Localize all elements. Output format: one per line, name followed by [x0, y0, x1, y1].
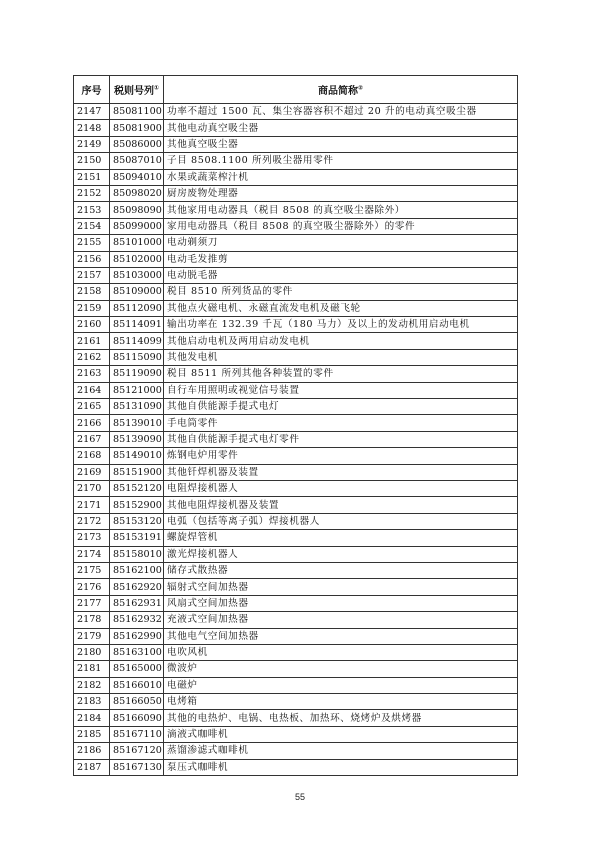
table-row	[74, 431, 518, 447]
table-row	[74, 399, 518, 415]
table-row	[74, 300, 518, 316]
table-row	[74, 677, 518, 693]
cell-product-name: 功率不超过 1500 瓦、集尘容器容积不超过 20 升的电动真空吸尘器	[164, 104, 518, 120]
cell-tariff-code: 85166010	[110, 677, 164, 693]
cell-serial-number: 2153	[74, 202, 110, 218]
cell-tariff-code: 85139090	[110, 431, 164, 447]
header-serial-number: 序号	[74, 76, 110, 104]
cell-serial-number: 2180	[74, 644, 110, 660]
table-row	[74, 497, 518, 513]
table-row	[74, 317, 518, 333]
cell-serial-number: 2151	[74, 169, 110, 185]
cell-product-name: 微波炉	[164, 661, 518, 677]
cell-tariff-code: 85139010	[110, 415, 164, 431]
cell-serial-number: 2183	[74, 694, 110, 710]
table-row	[74, 415, 518, 431]
cell-serial-number: 2184	[74, 710, 110, 726]
table-row	[74, 530, 518, 546]
cell-product-name: 电动毛发推剪	[164, 251, 518, 267]
table-row	[74, 218, 518, 234]
cell-tariff-code: 85081100	[110, 104, 164, 120]
cell-tariff-code: 85162931	[110, 595, 164, 611]
cell-tariff-code: 85162100	[110, 562, 164, 578]
cell-tariff-code: 85165000	[110, 661, 164, 677]
table-row	[74, 448, 518, 464]
cell-tariff-code: 85167120	[110, 743, 164, 759]
cell-tariff-code: 85119090	[110, 366, 164, 382]
cell-tariff-code: 85166050	[110, 694, 164, 710]
cell-tariff-code: 85162932	[110, 612, 164, 628]
cell-product-name: 电动剃须刀	[164, 235, 518, 251]
cell-product-name: 其他的电热炉、电锅、电热板、加热环、烧烤炉及烘烤器	[164, 710, 518, 726]
cell-serial-number: 2159	[74, 300, 110, 316]
cell-tariff-code: 85101000	[110, 235, 164, 251]
cell-product-name: 税目 8511 所列其他各种装置的零件	[164, 366, 518, 382]
table-row	[74, 464, 518, 480]
table-row	[74, 185, 518, 201]
tariff-table	[73, 75, 518, 776]
cell-product-name: 炼钢电炉用零件	[164, 448, 518, 464]
cell-serial-number: 2169	[74, 464, 110, 480]
cell-tariff-code: 85109000	[110, 284, 164, 300]
header-row	[74, 76, 518, 104]
cell-serial-number: 2186	[74, 743, 110, 759]
cell-product-name: 其他自供能源手提式电灯	[164, 399, 518, 415]
table-row	[74, 333, 518, 349]
cell-tariff-code: 85153191	[110, 530, 164, 546]
cell-serial-number: 2179	[74, 628, 110, 644]
table-row	[74, 579, 518, 595]
cell-product-name: 其他家用电动器具（税目 8508 的真空吸尘器除外）	[164, 202, 518, 218]
cell-serial-number: 2177	[74, 595, 110, 611]
cell-product-name: 其他电气空间加热器	[164, 628, 518, 644]
cell-product-name: 子目 8508.1100 所列吸尘器用零件	[164, 153, 518, 169]
table-row	[74, 136, 518, 152]
cell-tariff-code: 85102000	[110, 251, 164, 267]
cell-serial-number: 2148	[74, 120, 110, 136]
cell-product-name: 滴液式咖啡机	[164, 726, 518, 742]
table-row	[74, 104, 518, 120]
cell-tariff-code: 85162990	[110, 628, 164, 644]
cell-tariff-code: 85087010	[110, 153, 164, 169]
cell-tariff-code: 85114099	[110, 333, 164, 349]
table-row	[74, 595, 518, 611]
cell-serial-number: 2152	[74, 185, 110, 201]
cell-serial-number: 2166	[74, 415, 110, 431]
cell-serial-number: 2156	[74, 251, 110, 267]
cell-tariff-code: 85112090	[110, 300, 164, 316]
cell-serial-number: 2149	[74, 136, 110, 152]
cell-serial-number: 2175	[74, 562, 110, 578]
table-row	[74, 743, 518, 759]
cell-product-name: 辐射式空间加热器	[164, 579, 518, 595]
cell-tariff-code: 85166090	[110, 710, 164, 726]
cell-serial-number: 2162	[74, 349, 110, 365]
cell-product-name: 其他点火磁电机、永磁直流发电机及磁飞轮	[164, 300, 518, 316]
cell-product-name: 风扇式空间加热器	[164, 595, 518, 611]
cell-product-name: 其他电动真空吸尘器	[164, 120, 518, 136]
cell-serial-number: 2185	[74, 726, 110, 742]
table-row	[74, 562, 518, 578]
cell-product-name: 蒸馏渗滤式咖啡机	[164, 743, 518, 759]
cell-serial-number: 2154	[74, 218, 110, 234]
cell-serial-number: 2161	[74, 333, 110, 349]
cell-tariff-code: 85094010	[110, 169, 164, 185]
footnote-marker-2: ②	[357, 84, 364, 92]
cell-product-name: 其他电阻焊接机器及装置	[164, 497, 518, 513]
table-row	[74, 644, 518, 660]
cell-product-name: 电吹风机	[164, 644, 518, 660]
cell-serial-number: 2147	[74, 104, 110, 120]
header-product-name: 商品简称②	[164, 76, 518, 104]
cell-product-name: 手电筒零件	[164, 415, 518, 431]
table-row	[74, 120, 518, 136]
cell-serial-number: 2182	[74, 677, 110, 693]
cell-serial-number: 2157	[74, 267, 110, 283]
cell-tariff-code: 85152120	[110, 480, 164, 496]
table-row	[74, 480, 518, 496]
cell-product-name: 其他发电机	[164, 349, 518, 365]
cell-tariff-code: 85162920	[110, 579, 164, 595]
table-row	[74, 694, 518, 710]
table-row	[74, 382, 518, 398]
cell-serial-number: 2178	[74, 612, 110, 628]
cell-product-name: 其他真空吸尘器	[164, 136, 518, 152]
table-row	[74, 284, 518, 300]
cell-tariff-code: 85167130	[110, 759, 164, 775]
cell-tariff-code: 85121000	[110, 382, 164, 398]
cell-tariff-code: 85114091	[110, 317, 164, 333]
cell-tariff-code: 85158010	[110, 546, 164, 562]
cell-product-name: 水果或蔬菜榨汁机	[164, 169, 518, 185]
cell-tariff-code: 85152900	[110, 497, 164, 513]
table-body	[74, 104, 518, 776]
cell-serial-number: 2171	[74, 497, 110, 513]
cell-tariff-code: 85131090	[110, 399, 164, 415]
cell-product-name: 储存式散热器	[164, 562, 518, 578]
table-row	[74, 235, 518, 251]
table-row	[74, 710, 518, 726]
cell-serial-number: 2187	[74, 759, 110, 775]
table-row	[74, 251, 518, 267]
cell-serial-number: 2165	[74, 399, 110, 415]
page-number: 55	[294, 792, 305, 802]
cell-product-name: 其他自供能源手提式电灯零件	[164, 431, 518, 447]
cell-product-name: 电磁炉	[164, 677, 518, 693]
cell-tariff-code: 85163100	[110, 644, 164, 660]
cell-product-name: 自行车用照明或视觉信号装置	[164, 382, 518, 398]
cell-serial-number: 2164	[74, 382, 110, 398]
cell-product-name: 家用电动器具（税目 8508 的真空吸尘器除外）的零件	[164, 218, 518, 234]
cell-serial-number: 2163	[74, 366, 110, 382]
cell-serial-number: 2170	[74, 480, 110, 496]
table-row	[74, 726, 518, 742]
cell-tariff-code: 85115090	[110, 349, 164, 365]
table-row	[74, 759, 518, 775]
cell-product-name: 电弧（包括等离子弧）焊接机器人	[164, 513, 518, 529]
cell-serial-number: 2150	[74, 153, 110, 169]
cell-product-name: 输出功率在 132.39 千瓦（180 马力）及以上的发动机用启动电机	[164, 317, 518, 333]
cell-tariff-code: 85103000	[110, 267, 164, 283]
cell-tariff-code: 85098090	[110, 202, 164, 218]
cell-serial-number: 2155	[74, 235, 110, 251]
cell-product-name: 螺旋焊管机	[164, 530, 518, 546]
cell-tariff-code: 85167110	[110, 726, 164, 742]
cell-serial-number: 2160	[74, 317, 110, 333]
table-row	[74, 546, 518, 562]
table-row	[74, 153, 518, 169]
cell-serial-number: 2167	[74, 431, 110, 447]
cell-product-name: 厨房废物处理器	[164, 185, 518, 201]
cell-serial-number: 2158	[74, 284, 110, 300]
table-row	[74, 661, 518, 677]
table-row	[74, 366, 518, 382]
table-row	[74, 202, 518, 218]
cell-product-name: 泵压式咖啡机	[164, 759, 518, 775]
cell-serial-number: 2172	[74, 513, 110, 529]
cell-serial-number: 2181	[74, 661, 110, 677]
cell-product-name: 其他启动电机及两用启动发电机	[164, 333, 518, 349]
table-row	[74, 169, 518, 185]
cell-tariff-code: 85151900	[110, 464, 164, 480]
table-row	[74, 513, 518, 529]
table-row	[74, 349, 518, 365]
footnote-marker-1: ①	[153, 84, 160, 92]
table-row	[74, 612, 518, 628]
header-tariff-code: 税则号列①	[110, 76, 164, 104]
cell-serial-number: 2176	[74, 579, 110, 595]
cell-tariff-code: 85099000	[110, 218, 164, 234]
cell-tariff-code: 85098020	[110, 185, 164, 201]
cell-product-name: 电阻焊接机器人	[164, 480, 518, 496]
cell-tariff-code: 85153120	[110, 513, 164, 529]
cell-product-name: 激光焊接机器人	[164, 546, 518, 562]
table-row	[74, 267, 518, 283]
cell-tariff-code: 85081900	[110, 120, 164, 136]
cell-product-name: 其他钎焊机器及装置	[164, 464, 518, 480]
cell-product-name: 充液式空间加热器	[164, 612, 518, 628]
cell-product-name: 税目 8510 所列货品的零件	[164, 284, 518, 300]
cell-serial-number: 2173	[74, 530, 110, 546]
cell-product-name: 电动脱毛器	[164, 267, 518, 283]
cell-product-name: 电烤箱	[164, 694, 518, 710]
cell-tariff-code: 85086000	[110, 136, 164, 152]
table-row	[74, 628, 518, 644]
cell-serial-number: 2174	[74, 546, 110, 562]
cell-tariff-code: 85149010	[110, 448, 164, 464]
cell-serial-number: 2168	[74, 448, 110, 464]
